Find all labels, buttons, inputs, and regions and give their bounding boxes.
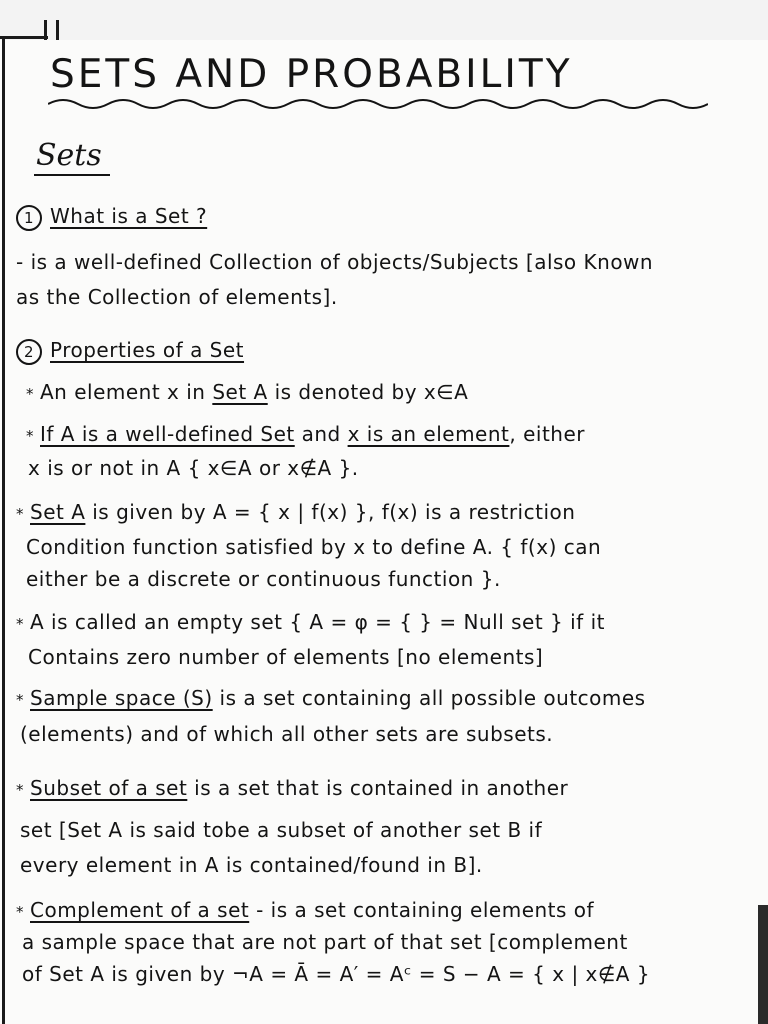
page-left-border <box>2 38 5 1024</box>
property-item <box>26 380 468 404</box>
text-line: either be a discrete or continuous function }. <box>26 567 501 591</box>
text-line: a sample space that are not part of that set [complement <box>22 930 628 954</box>
text-line: x is or not in A { x∈A or x∉A }. <box>28 456 359 480</box>
underlined-term: If A is a well-defined Set <box>40 422 295 446</box>
text: - is a set containing elements of <box>249 898 595 922</box>
bullet-star: * <box>16 691 24 709</box>
question-label: Properties of a Set <box>50 338 245 362</box>
underlined-term: Subset of a set <box>30 776 188 800</box>
property-item <box>16 610 605 634</box>
section-heading: Sets <box>36 138 102 173</box>
text-line: every element in A is contained/found in B]. <box>20 853 483 877</box>
text: is a set containing all possible outcomes <box>212 686 646 710</box>
number-badge: 2 <box>16 339 42 365</box>
property-item <box>26 422 585 446</box>
underlined-term: Set A <box>212 380 268 404</box>
underlined-term: Set A <box>30 500 86 524</box>
underlined-term: Complement of a set <box>30 898 250 922</box>
underlined-term: Sample space (S) <box>30 686 213 710</box>
property-item <box>16 686 646 710</box>
property-item <box>16 500 575 524</box>
margin-mark <box>44 20 47 40</box>
text-line: set [Set A is said tobe a subset of another set B if <box>20 818 543 842</box>
text-line: Contains zero number of elements [no elements] <box>28 645 544 669</box>
text: is denoted by x∈A <box>267 380 469 404</box>
page-top-margin <box>0 0 768 40</box>
text-line: Condition function satisfied by x to define A. { f(x) can <box>26 535 602 559</box>
text: and <box>294 422 348 446</box>
text: An element x in <box>40 380 213 404</box>
text: is a set that is contained in another <box>187 776 569 800</box>
text: is given by A = { x | f(x) }, f(x) is a restriction <box>85 500 576 524</box>
text-line: - is a well-defined Collection of objects/Subjects [also Known <box>16 250 654 274</box>
question-2 <box>16 338 244 365</box>
bullet-star: * <box>26 427 34 445</box>
margin-mark <box>0 36 48 39</box>
property-item <box>16 776 568 800</box>
bullet-star: * <box>16 903 24 921</box>
margin-mark <box>56 20 59 40</box>
page-edge-shadow <box>758 905 768 1024</box>
question-1 <box>16 204 207 231</box>
bullet-star: * <box>16 781 24 799</box>
bullet-star: * <box>16 505 24 523</box>
text: , either <box>509 422 586 446</box>
bullet-star: * <box>26 385 34 403</box>
property-item <box>16 898 594 922</box>
heading-underline <box>34 174 110 176</box>
text-line: (elements) and of which all other sets are subsets. <box>20 722 554 746</box>
page-title: SETS AND PROBABILITY <box>50 52 573 97</box>
number-badge: 1 <box>16 205 42 231</box>
text-line: as the Collection of elements]. <box>16 285 338 309</box>
question-label: What is a Set ? <box>50 204 208 228</box>
text-line: of Set A is given by ¬A = Ā = A′ = Aᶜ = S − A = { x | x∉A } <box>22 962 651 986</box>
bullet-star: * <box>16 615 24 633</box>
text: A is called an empty set { A = φ = { } = Null set } if it <box>30 610 605 634</box>
underlined-term: x is an element <box>347 422 510 446</box>
title-underline-wave <box>48 96 708 112</box>
